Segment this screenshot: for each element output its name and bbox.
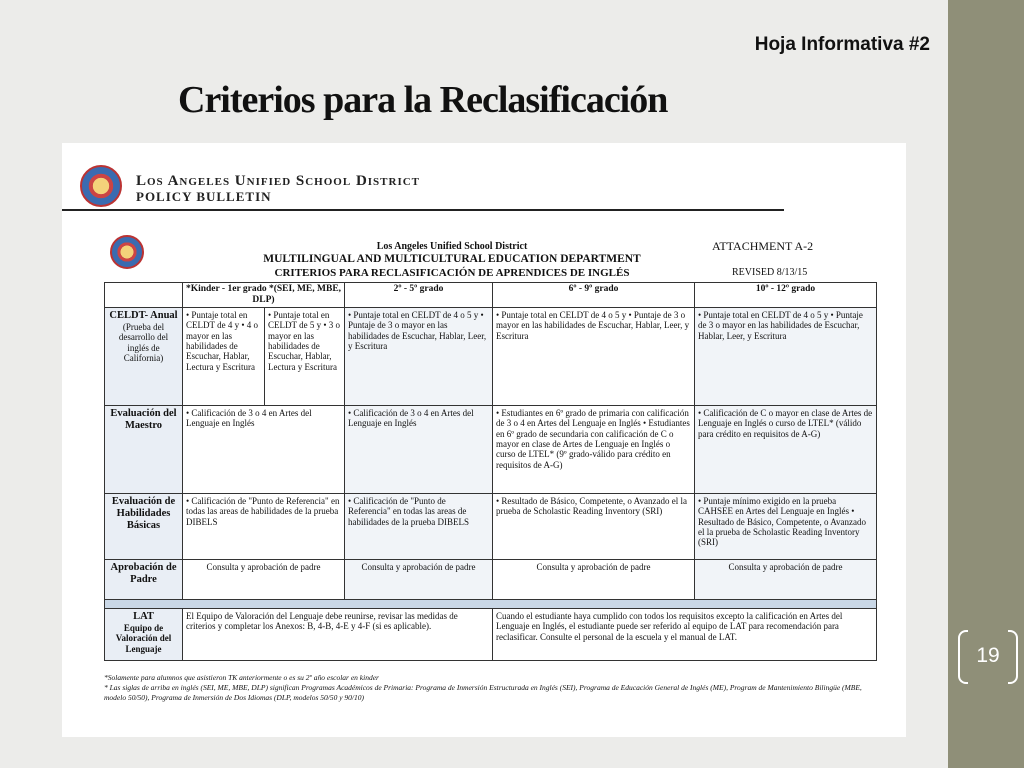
row-label-basicas: Evaluación de Habilidades Básicas [105, 493, 183, 559]
col-header-2-5: 2º - 5º grado [345, 283, 493, 308]
celdt-k1b: • Puntaje total en CELDT de 5 y • 3 o mayor en las habilidades de Escuchar, Hablar, Lectura y Escritura [265, 307, 345, 405]
district-seal-icon [80, 165, 122, 207]
row-label-maestro: Evaluación del Maestro [105, 405, 183, 493]
table-header-row [105, 283, 877, 308]
doc-department: MULTILINGUAL AND MULTICULTURAL EDUCATION DEPARTMENT [263, 253, 641, 265]
slide-title: Criterios para la Reclasificación [178, 79, 668, 121]
policy-document-image [62, 143, 906, 737]
maestro-2-5: • Calificación de 3 o 4 en Artes del Lenguaje en Inglés [345, 405, 493, 493]
padre-k1: Consulta y aprobación de padre [183, 559, 345, 599]
celdt-k1a: • Puntaje total en CELDT de 4 y • 4 o mayor en las habilidades de Escuchar, Hablar, Lectura y Escritura [183, 307, 265, 405]
padre-6-9: Consulta y aprobación de padre [493, 559, 695, 599]
celdt-label: CELDT- Anual [109, 309, 178, 321]
bulletin-district-name: Los Angeles Unified School District [136, 173, 421, 189]
criteria-table [104, 282, 877, 661]
bulletin-subtitle: POLICY BULLETIN [136, 189, 272, 204]
table-row [105, 405, 877, 493]
separator-row [105, 599, 877, 608]
lat-right: Cuando el estudiante haya cumplido con todos los requisitos excepto la calificación en Artes del Lenguaje en Inglés, el estudiante puede ser referido al equipo de LAT para recomendación para reclasificar. Consulte el personal de la escuela y el manual de LAT. [493, 608, 877, 660]
department-seal-icon [110, 235, 144, 269]
basicas-10-12: • Puntaje mínimo exigido en la prueba CAHSEE en Artes del Lenguaje en Inglés • Resultado de Básico, Competente, o Avanzado el la prueba de Scholastic Reading Inventory (SRI) [695, 493, 877, 559]
lat-left: El Equipo de Valoración del Lenguaje debe reunirse, revisar las medidas de criterios y completar los Anexos: B, 4-B, 4-E y 4-F (si es aplicable). [183, 608, 493, 660]
table-row [105, 307, 877, 405]
page-number: 19 [958, 630, 1018, 682]
maestro-6-9: • Estudiantes en 6º grado de primaria con calificación de 3 o 4 en Artes del Lenguaje en Inglés • Estudiantes en 6º grado de secundaria con calificación de C o mayor en clase de Artes de Lenguaje en Inglés o curso de LTEL* (9º grado-válido para crédito en requisitos de A-G) [493, 405, 695, 493]
doc-subtitle: CRITERIOS PARA RECLASIFICACIÓN DE APRENDICES DE INGLÉS [274, 267, 630, 279]
attachment-label: ATTACHMENT A-2 [712, 239, 814, 253]
col-header-10-12: 10º - 12º grado [695, 283, 877, 308]
celdt-2-5: • Puntaje total en CELDT de 4 o 5 y • Puntaje de 3 o mayor en las habilidades de Escuchar, Hablar, Leer, y Escritura [345, 307, 493, 405]
table-row [105, 608, 877, 660]
basicas-k1: • Calificación de "Punto de Referencia" en todas las areas de habilidades de la prueba DIBELS [183, 493, 345, 559]
table-row [105, 559, 877, 599]
corner-cell [105, 283, 183, 308]
footnote-2: * Las siglas de arriba en inglés (SEI, ME, MBE, DLP) significan Programas Académicos de Primaria: Programa de Inmersión Estructurada en Inglés (SEI), Programa de Educación General de Inglés (ME), Program de Mantenimiento Bilingüe (MBE, modelo 50/50), Programa de Inmersión de Dos Idiomas (DLP, modelos 50/50 y 90/10) [104, 683, 862, 703]
doc-district: Los Angeles Unified School District [376, 241, 528, 252]
padre-2-5: Consulta y aprobación de padre [345, 559, 493, 599]
lat-label: LAT [133, 610, 154, 622]
revised-label: REVISED 8/13/15 [732, 267, 808, 278]
table-row [105, 493, 877, 559]
divider [62, 209, 784, 211]
padre-10-12: Consulta y aprobación de padre [695, 559, 877, 599]
slide-header: Hoja Informativa #2 [754, 34, 930, 55]
celdt-10-12: • Puntaje total en CELDT de 4 o 5 y • Puntaje de 3 o mayor en las habilidades de Escuchar, Hablar, Leer, y Escritura [695, 307, 877, 405]
basicas-2-5: • Calificación de "Punto de Referencia" en todas las areas de habilidades de la prueba DIBELS [345, 493, 493, 559]
row-label-lat [105, 608, 183, 660]
row-label-padre: Aprobación de Padre [105, 559, 183, 599]
maestro-k1: • Calificación de 3 o 4 en Artes del Lenguaje en Inglés [183, 405, 345, 493]
footnotes [104, 673, 876, 703]
basicas-6-9: • Resultado de Básico, Competente, o Avanzado el la prueba de Scholastic Reading Inventory (SRI) [493, 493, 695, 559]
row-label-celdt [105, 307, 183, 405]
col-header-k1: *Kinder - 1er grado *(SEI, ME, MBE, DLP) [183, 283, 345, 308]
lat-sublabel: Equipo de Valoración del Lenguaje [115, 622, 172, 654]
celdt-6-9: • Puntaje total en CELDT de 4 o 5 y • Puntaje de 3 o mayor en las habilidades de Escuchar, Hablar, Leer, y Escritura [493, 307, 695, 405]
footnote-1: *Solamente para alumnos que asistieron TK anteriormente o es su 2º año escolar en kinder [104, 673, 379, 682]
celdt-sublabel: (Prueba del desarrollo del inglés de California) [118, 321, 169, 363]
col-header-6-9: 6º - 9º grado [493, 283, 695, 308]
maestro-10-12: • Calificación de C o mayor en clase de Artes de Lenguaje en Inglés o curso de LTEL* (válido para crédito en requisitos de A-G) [695, 405, 877, 493]
